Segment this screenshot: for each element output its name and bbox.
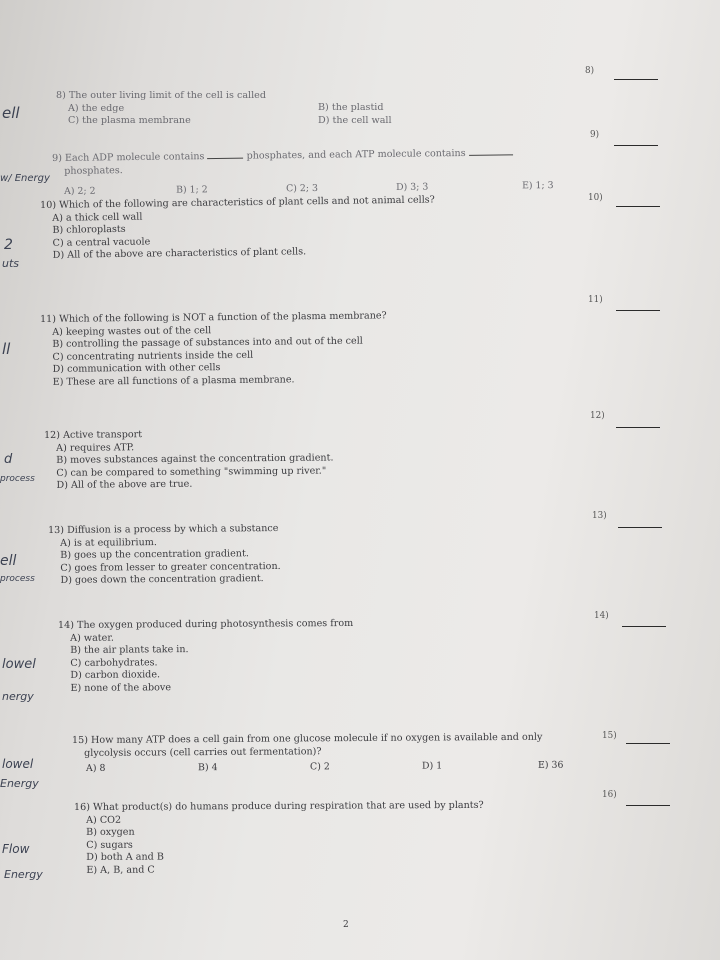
option-e[interactable]: E) 1; 3 [521,180,554,192]
option-c[interactable]: C) a central vacuole [52,236,151,249]
option-b[interactable]: B) 1; 2 [175,184,208,196]
answer-blank[interactable] [622,626,666,627]
option-c[interactable]: C) 2 [309,761,330,773]
option-d[interactable]: D) communication with other cells [52,362,221,376]
option-d[interactable]: D) 3; 3 [395,181,429,193]
option-a[interactable]: A) CO2 [86,814,122,826]
answer-blank[interactable] [616,206,660,207]
margin-note: process [0,474,35,484]
option-a[interactable]: A) keeping wastes out of the cell [52,324,212,338]
question-stem: 15) How many ATP does a cell gain from one glucose molecule if no oxygen is available and only [72,731,543,746]
option-e[interactable]: E) A, B, and C [86,864,155,876]
option-d[interactable]: D) both A and B [86,851,164,864]
option-d[interactable]: D) All of the above are characteristics of plant cells. [52,246,307,262]
question-stem-cont: phosphates. [64,164,123,177]
option-b[interactable]: B) 4 [197,762,218,774]
question-8-right-options [318,102,392,127]
option-a[interactable]: A) requires ATP. [56,441,135,454]
answer-number: 16) [602,790,617,800]
option-c[interactable]: C) 2; 3 [285,182,319,195]
question-stem: 11) Which of the following is NOT a function of the plasma membrane? [40,310,387,325]
margin-note: ell [0,553,17,569]
answer-number: 12) [590,411,605,421]
question-stem-cont: glycolysis occurs (cell carries out fermentation)? [84,745,322,759]
option-a[interactable]: A) a thick cell wall [52,211,143,224]
question-10 [40,194,436,262]
answer-blank[interactable] [626,743,670,744]
option-d[interactable]: D) the cell wall [318,114,392,126]
question-11 [40,310,387,389]
option-b[interactable]: B) goes up the concentration gradient. [60,548,249,562]
question-stem-cont: phosphates, and each ATP molecule contains [246,147,466,162]
option-c[interactable]: C) goes from lesser to greater concentration. [60,560,281,574]
answer-blank[interactable] [614,145,658,146]
question-12 [44,427,334,492]
option-d[interactable]: D) All of the above are true. [56,479,193,492]
option-b[interactable]: B) controlling the passage of substances into and out of the cell [52,335,363,351]
question-stem: 9) Each ADP molecule contains [52,151,205,164]
question-9 [52,146,513,178]
margin-note: Energy [4,868,43,881]
option-a[interactable]: A) 2; 2 [64,185,96,197]
answer-blank[interactable] [618,527,662,528]
margin-note: Flow [2,842,30,856]
answer-number: 9) [590,130,600,140]
margin-note: lowel [2,757,34,771]
margin-note: process [0,574,35,584]
option-e[interactable]: E) 36 [537,759,564,771]
margin-note: w/ Energy [0,173,50,184]
question-14 [58,618,354,696]
option-b[interactable]: B) the air plants take in. [70,644,189,657]
answer-number: 11) [588,295,603,305]
answer-number: 8) [585,66,595,76]
answer-number: 14) [594,611,609,621]
option-c[interactable]: C) can be compared to something "swimming up river." [56,465,327,479]
margin-note: nergy [2,690,34,703]
margin-note: Energy [0,777,39,790]
answer-number: 15) [602,731,617,741]
answer-blank[interactable] [616,310,660,311]
option-c[interactable]: C) concentrating nutrients inside the cell [52,349,254,363]
option-c[interactable]: C) carbohydrates. [70,657,158,669]
option-a[interactable]: A) 8 [86,762,106,774]
option-b[interactable]: B) chloroplasts [52,223,126,237]
question-13 [48,523,281,588]
inline-blank [469,146,513,156]
question-stem: 8) The outer living limit of the cell is called [56,90,266,101]
margin-note: 2 [4,237,13,253]
question-stem: 10) Which of the following are characteristics of plant cells and not animal cells? [40,194,435,211]
answer-blank[interactable] [616,427,660,428]
question-15 [72,732,543,760]
option-c[interactable]: C) sugars [86,839,133,851]
question-stem: 14) The oxygen produced during photosynthesis comes from [58,617,354,631]
margin-note: ll [2,340,11,358]
margin-note: uts [2,257,20,270]
option-c[interactable]: C) the plasma membrane [68,115,191,127]
option-b[interactable]: B) oxygen [86,826,135,839]
option-b[interactable]: B) moves substances against the concentration gradient. [56,452,334,467]
answer-number: 10) [588,193,603,203]
margin-note: lowel [2,657,36,672]
margin-note: ell [2,104,20,122]
question-stem: 12) Active transport [44,429,143,441]
option-b[interactable]: B) the plastid [318,102,384,113]
option-a[interactable]: A) is at equilibrium. [60,536,157,549]
answer-blank[interactable] [614,79,658,80]
option-d[interactable]: D) goes down the concentration gradient. [60,573,264,587]
question-stem: 16) What product(s) do humans produce during respiration that are used by plants? [74,799,484,813]
answer-blank[interactable] [626,805,670,806]
question-8 [56,90,266,128]
page-number: 2 [343,920,349,930]
inline-blank [207,150,243,159]
question-16 [74,800,484,878]
option-d[interactable]: D) 1 [421,760,443,772]
option-d[interactable]: D) carbon dioxide. [70,669,161,682]
margin-note: d [4,452,13,467]
question-stem: 13) Diffusion is a process by which a substance [48,522,279,536]
option-e[interactable]: E) none of the above [70,682,172,694]
option-a[interactable]: A) water. [70,632,114,644]
option-e[interactable]: E) These are all functions of a plasma membrane. [52,374,295,388]
answer-number: 13) [592,511,607,521]
option-a[interactable]: A) the edge [68,102,125,114]
